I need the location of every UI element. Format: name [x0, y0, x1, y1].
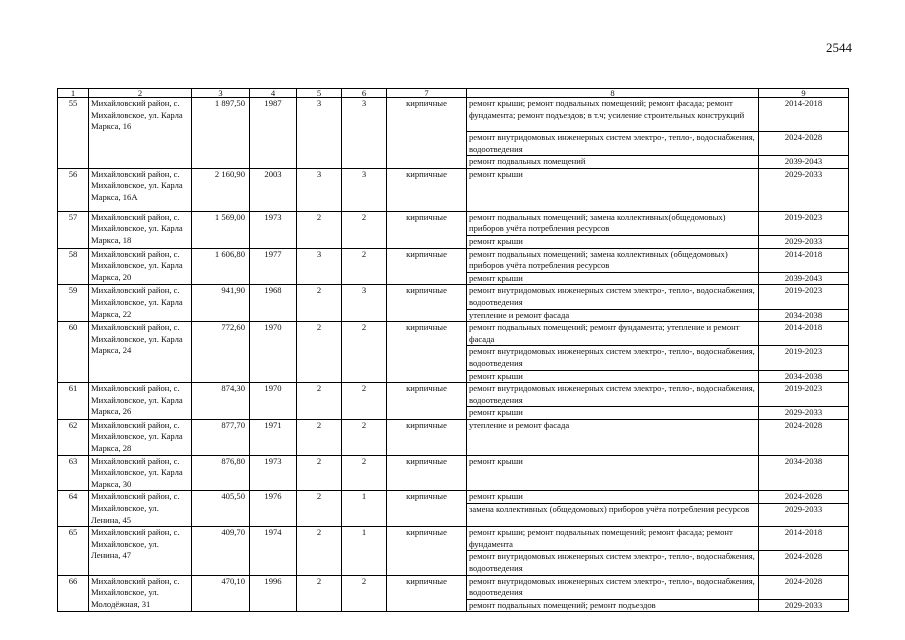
floors-cell: 2: [297, 491, 342, 527]
capital-repair-table: [57, 88, 849, 612]
repair-work-cell: ремонт крыши: [467, 455, 759, 491]
column-header: 2: [89, 89, 192, 98]
entrances-cell: 1: [342, 527, 387, 575]
table-row: [58, 575, 849, 599]
entrances-cell: 2: [342, 383, 387, 420]
wall-material-cell: кирпичные: [387, 491, 467, 527]
row-number: 65: [58, 527, 89, 575]
floors-cell: 2: [297, 575, 342, 612]
page-number: 2544: [826, 40, 852, 55]
floors-cell: 2: [297, 322, 342, 383]
period-cell: 2029-2033: [759, 504, 849, 527]
wall-material-cell: кирпичные: [387, 211, 467, 248]
period-cell: 2039-2043: [759, 156, 849, 169]
address-cell: Михайловский район, с. Михайловское, ул. Молодёжная, 31: [89, 575, 192, 612]
address-cell: Михайловский район, с. Михайловское, ул. Карла Маркса, 16: [89, 98, 192, 169]
row-number: 66: [58, 575, 89, 612]
row-number: 58: [58, 248, 89, 285]
period-cell: 2024-2028: [759, 491, 849, 504]
entrances-cell: 2: [342, 248, 387, 285]
period-cell: 2029-2033: [759, 599, 849, 612]
area-cell: 405,50: [192, 491, 250, 527]
area-cell: 1 606,80: [192, 248, 250, 285]
period-cell: 2029-2033: [759, 407, 849, 420]
address-cell: Михайловский район, с. Михайловское, ул. Карла Маркса, 30: [89, 455, 192, 491]
entrances-cell: 2: [342, 455, 387, 491]
table-row: [58, 211, 849, 235]
floors-cell: 2: [297, 419, 342, 455]
table-row: [58, 322, 849, 346]
column-header: 8: [467, 89, 759, 98]
area-cell: 874,30: [192, 383, 250, 420]
area-cell: 1 569,00: [192, 211, 250, 248]
entrances-cell: 2: [342, 575, 387, 612]
floors-cell: 2: [297, 211, 342, 248]
address-cell: Михайловский район, с. Михайловское, ул. Карла Маркса, 16А: [89, 168, 192, 211]
area-cell: 941,90: [192, 285, 250, 322]
area-cell: 772,60: [192, 322, 250, 383]
row-number: 62: [58, 419, 89, 455]
year-cell: 1973: [250, 455, 297, 491]
repair-work-cell: ремонт внутридомовых инженерных систем электро-, тепло-, водоснабжения, водоотведения: [467, 383, 759, 407]
row-number: 63: [58, 455, 89, 491]
address-cell: Михайловский район, с. Михайловское, ул. Карла Маркса, 28: [89, 419, 192, 455]
repair-work-cell: ремонт подвальных помещений: [467, 156, 759, 169]
column-header: 3: [192, 89, 250, 98]
area-cell: 2 160,90: [192, 168, 250, 211]
address-cell: Михайловский район, с. Михайловское, ул. Карла Маркса, 24: [89, 322, 192, 383]
period-cell: 2014-2018: [759, 248, 849, 272]
period-cell: 2014-2018: [759, 98, 849, 132]
period-cell: 2019-2023: [759, 383, 849, 407]
wall-material-cell: кирпичные: [387, 285, 467, 322]
address-cell: Михайловский район, с. Михайловское, ул. Карла Маркса, 20: [89, 248, 192, 285]
entrances-cell: 3: [342, 98, 387, 169]
period-cell: 2029-2033: [759, 235, 849, 248]
year-cell: 1996: [250, 575, 297, 612]
table-header-row: [58, 89, 849, 98]
floors-cell: 2: [297, 455, 342, 491]
entrances-cell: 2: [342, 211, 387, 248]
entrances-cell: 2: [342, 419, 387, 455]
period-cell: 2014-2018: [759, 527, 849, 551]
area-cell: 876,80: [192, 455, 250, 491]
wall-material-cell: кирпичные: [387, 527, 467, 575]
year-cell: 1970: [250, 322, 297, 383]
floors-cell: 3: [297, 248, 342, 285]
period-cell: 2024-2028: [759, 575, 849, 599]
wall-material-cell: кирпичные: [387, 322, 467, 383]
row-number: 55: [58, 98, 89, 169]
repair-work-cell: ремонт внутридомовых инженерных систем электро-, тепло-, водоснабжения, водоотведения: [467, 575, 759, 599]
year-cell: 1977: [250, 248, 297, 285]
year-cell: 1976: [250, 491, 297, 527]
area-cell: 1 897,50: [192, 98, 250, 169]
area-cell: 877,70: [192, 419, 250, 455]
entrances-cell: 3: [342, 168, 387, 211]
row-number: 61: [58, 383, 89, 420]
table-row: [58, 248, 849, 272]
period-cell: 2024-2028: [759, 419, 849, 455]
address-cell: Михайловский район, с. Михайловское, ул. Карла Маркса, 26: [89, 383, 192, 420]
year-cell: 2003: [250, 168, 297, 211]
wall-material-cell: кирпичные: [387, 248, 467, 285]
entrances-cell: 2: [342, 322, 387, 383]
row-number: 64: [58, 491, 89, 527]
repair-work-cell: ремонт крыши; ремонт подвальных помещений; ремонт фасада; ремонт фундамента; ремонт подъездов; в т.ч; усиление строительных конструкций: [467, 98, 759, 132]
table-row: [58, 419, 849, 455]
table-row: [58, 168, 849, 211]
address-cell: Михайловский район, с. Михайловское, ул. Ленина, 45: [89, 491, 192, 527]
period-cell: 2034-2038: [759, 370, 849, 383]
address-cell: Михайловский район, с. Михайловское, ул. Ленина, 47: [89, 527, 192, 575]
address-cell: Михайловский район, с. Михайловское, ул. Карла Маркса, 22: [89, 285, 192, 322]
floors-cell: 2: [297, 527, 342, 575]
period-cell: 2024-2028: [759, 132, 849, 156]
row-number: 59: [58, 285, 89, 322]
repair-work-cell: замена коллективных (общедомовых) приборов учёта потребления ресурсов: [467, 504, 759, 527]
repair-work-cell: ремонт внутридомовых инженерных систем электро-, тепло-, водоснабжения, водоотведения: [467, 346, 759, 370]
repair-work-cell: утепление и ремонт фасада: [467, 419, 759, 455]
row-number: 56: [58, 168, 89, 211]
wall-material-cell: кирпичные: [387, 98, 467, 169]
repair-work-cell: ремонт крыши: [467, 407, 759, 420]
period-cell: 2019-2023: [759, 346, 849, 370]
repair-work-cell: ремонт подвальных помещений; ремонт подъездов: [467, 599, 759, 612]
entrances-cell: 3: [342, 285, 387, 322]
column-header: 5: [297, 89, 342, 98]
period-cell: 2039-2043: [759, 272, 849, 285]
repair-work-cell: ремонт крыши; ремонт подвальных помещений; ремонт фасада; ремонт фундамента: [467, 527, 759, 551]
repair-work-cell: ремонт крыши: [467, 235, 759, 248]
year-cell: 1971: [250, 419, 297, 455]
repair-work-cell: ремонт внутридомовых инженерных систем электро-, тепло-, водоснабжения, водоотведения: [467, 132, 759, 156]
wall-material-cell: кирпичные: [387, 168, 467, 211]
period-cell: 2019-2023: [759, 211, 849, 235]
area-cell: 409,70: [192, 527, 250, 575]
table-row: [58, 383, 849, 407]
floors-cell: 2: [297, 285, 342, 322]
repair-work-cell: ремонт крыши: [467, 370, 759, 383]
floors-cell: 3: [297, 98, 342, 169]
repair-work-cell: ремонт внутридомовых инженерных систем электро-, тепло-, водоснабжения, водоотведения: [467, 551, 759, 575]
repair-work-cell: ремонт подвальных помещений; замена коллективных(общедомовых) приборов учёта потребления ресурсов: [467, 211, 759, 235]
year-cell: 1973: [250, 211, 297, 248]
repair-work-cell: ремонт крыши: [467, 272, 759, 285]
wall-material-cell: кирпичные: [387, 455, 467, 491]
period-cell: 2024-2028: [759, 551, 849, 575]
wall-material-cell: кирпичные: [387, 383, 467, 420]
period-cell: 2019-2023: [759, 285, 849, 309]
table-row: [58, 98, 849, 132]
row-number: 57: [58, 211, 89, 248]
wall-material-cell: кирпичные: [387, 419, 467, 455]
year-cell: 1974: [250, 527, 297, 575]
period-cell: 2014-2018: [759, 322, 849, 346]
column-header: 4: [250, 89, 297, 98]
table-row: [58, 491, 849, 504]
column-header: 6: [342, 89, 387, 98]
area-cell: 470,10: [192, 575, 250, 612]
row-number: 60: [58, 322, 89, 383]
repair-work-cell: ремонт подвальных помещений; замена коллективных (общедомовых) приборов учёта потребления ресурсов: [467, 248, 759, 272]
year-cell: 1968: [250, 285, 297, 322]
column-header: 1: [58, 89, 89, 98]
repair-work-cell: ремонт крыши: [467, 491, 759, 504]
period-cell: 2029-2033: [759, 168, 849, 211]
period-cell: 2034-2038: [759, 309, 849, 322]
floors-cell: 3: [297, 168, 342, 211]
entrances-cell: 1: [342, 491, 387, 527]
table-row: [58, 527, 849, 551]
period-cell: 2034-2038: [759, 455, 849, 491]
table-row: [58, 285, 849, 309]
table-row: [58, 455, 849, 491]
column-header: 7: [387, 89, 467, 98]
repair-work-cell: ремонт подвальных помещений; ремонт фундамента; утепление и ремонт фасада: [467, 322, 759, 346]
repair-work-cell: ремонт внутридомовых инженерных систем электро-, тепло-, водоснабжения, водоотведения: [467, 285, 759, 309]
column-header: 9: [759, 89, 849, 98]
floors-cell: 2: [297, 383, 342, 420]
repair-work-cell: утепление и ремонт фасада: [467, 309, 759, 322]
repair-work-cell: ремонт крыши: [467, 168, 759, 211]
year-cell: 1970: [250, 383, 297, 420]
wall-material-cell: кирпичные: [387, 575, 467, 612]
year-cell: 1987: [250, 98, 297, 169]
address-cell: Михайловский район, с. Михайловское, ул. Карла Маркса, 18: [89, 211, 192, 248]
